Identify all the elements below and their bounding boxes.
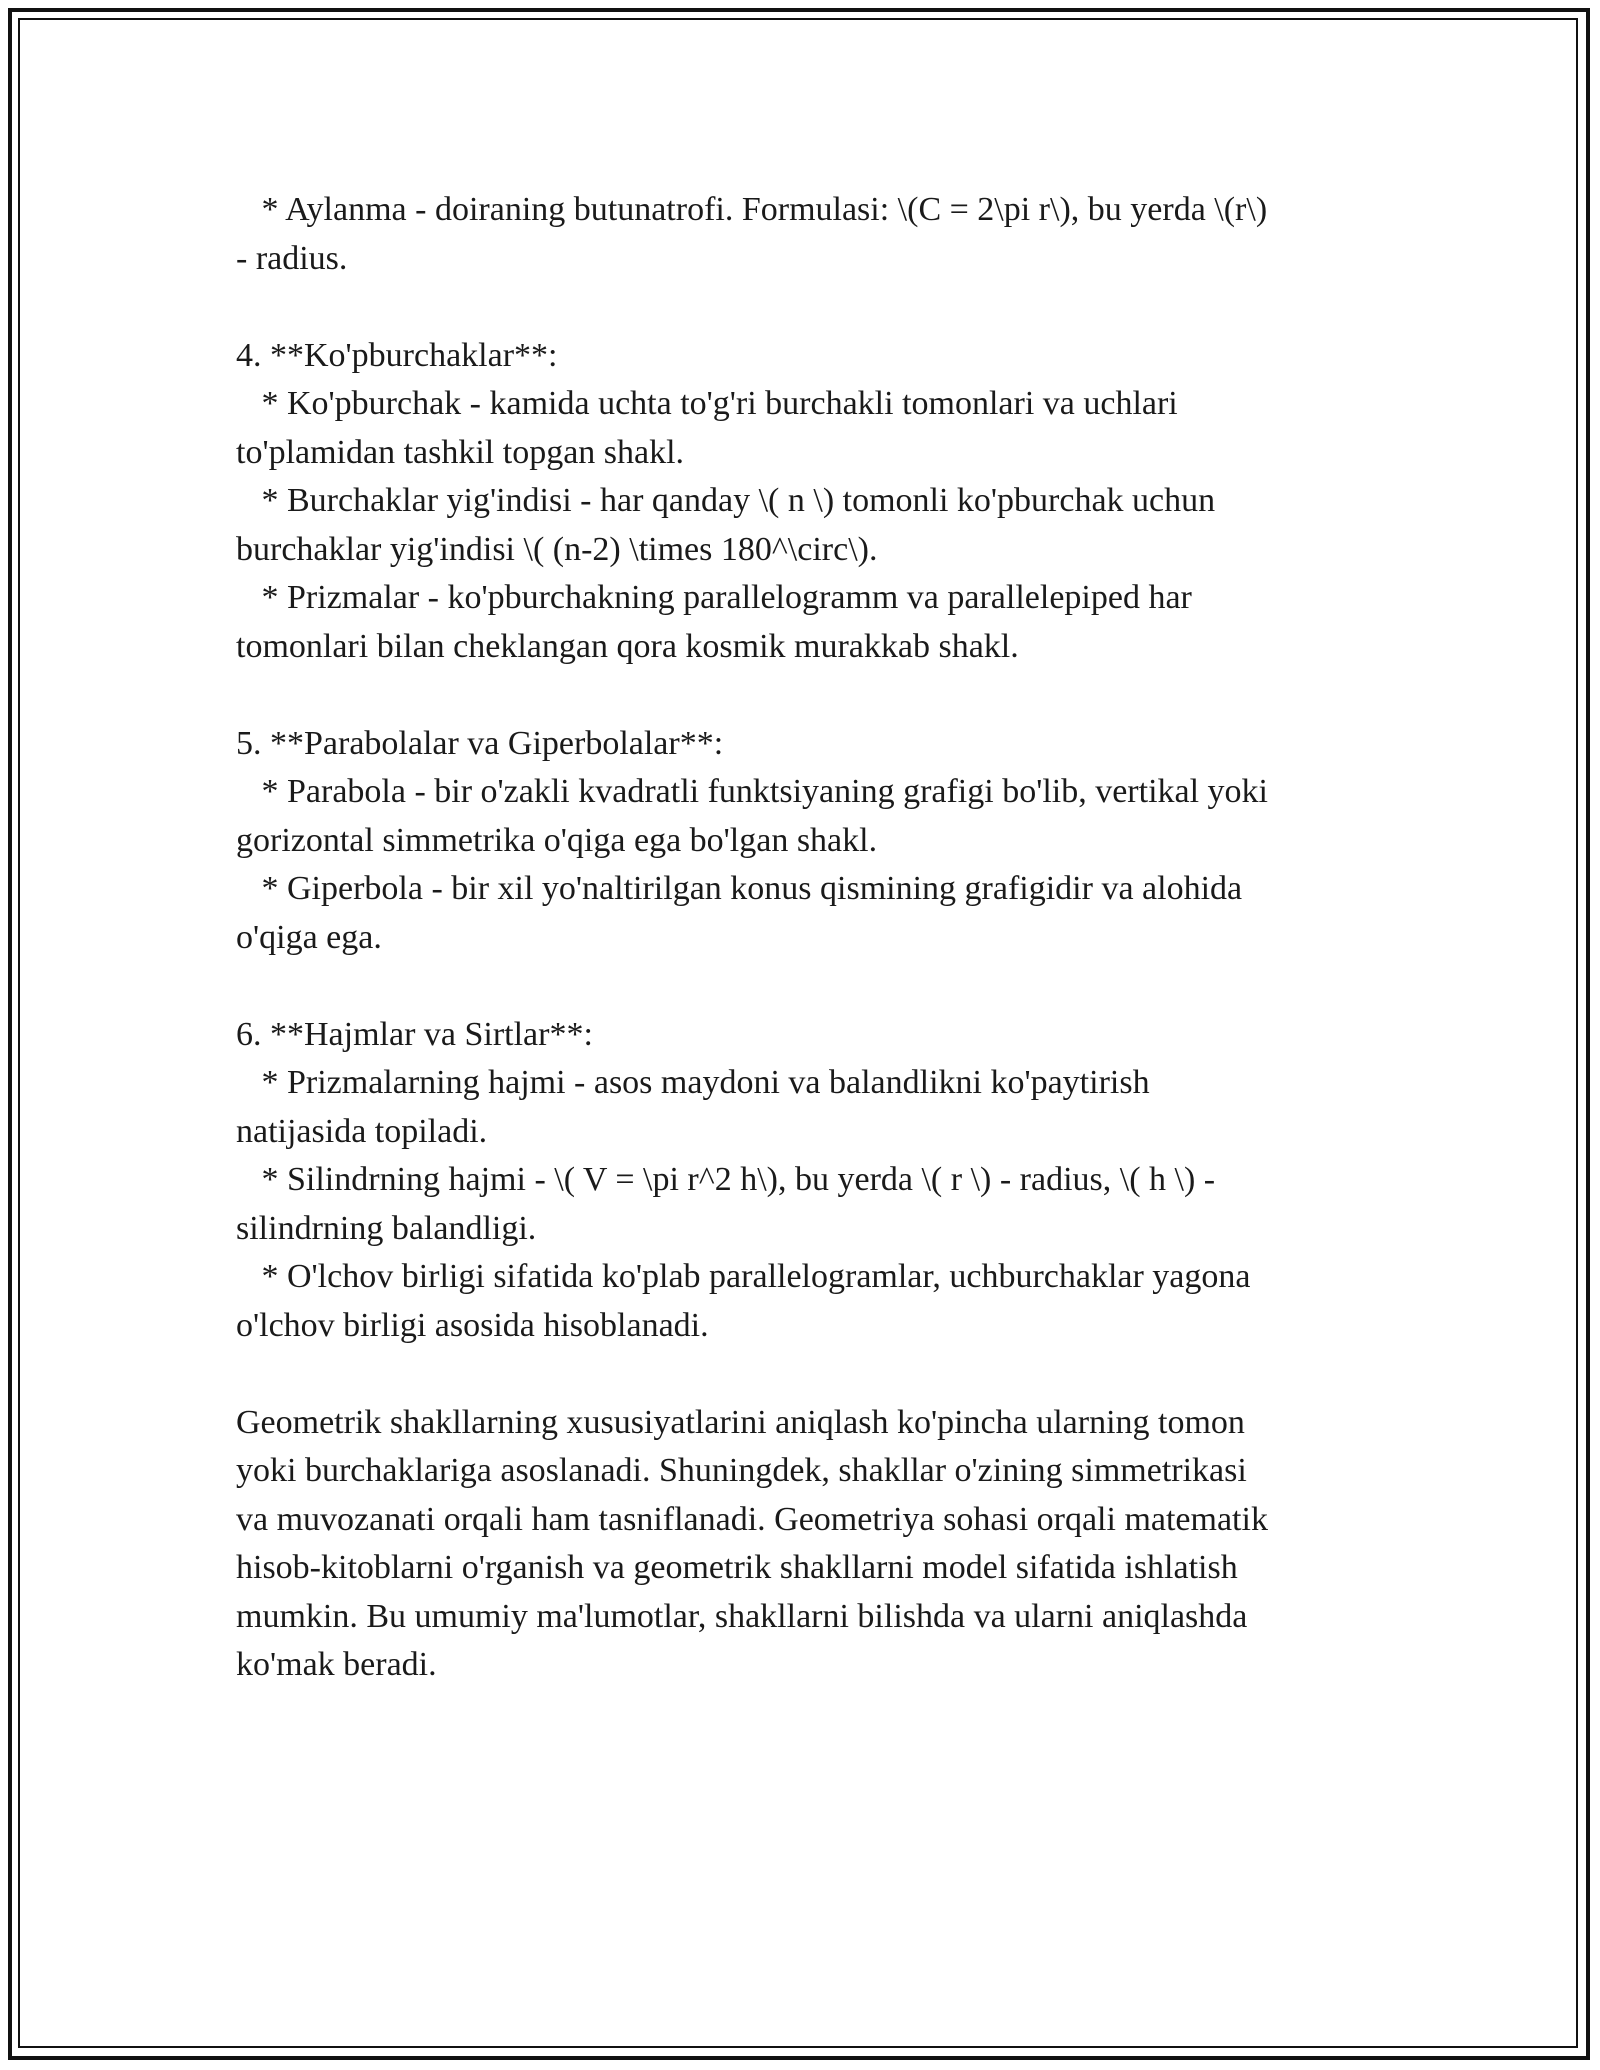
text-line: ko'mak beradi. <box>236 1646 437 1683</box>
paragraph-gap <box>236 1350 1366 1399</box>
section-heading: 5. **Parabolalar va Giperbolalar**: <box>236 724 724 762</box>
intro-block <box>236 186 1366 283</box>
section-heading: 6. **Hajmlar va Sirtlar**: <box>236 1015 593 1053</box>
text-line: * Aylanma - doiraning butunatrofi. Formulasi: \(C = 2\pi r\), bu yerda \(r\) <box>236 191 1268 228</box>
section-5-parabolas <box>236 720 1366 963</box>
paragraph-gap <box>236 283 1366 332</box>
text-line: * Parabola - bir o'zakli kvadratli funktsiyaning grafigi bo'lib, vertikal yoki <box>236 773 1269 810</box>
section-4-polygons <box>236 332 1366 672</box>
text-line: o'qiga ega. <box>236 918 382 956</box>
text-line: gorizontal simmetrika o'qiga ega bo'lgan shakl. <box>236 821 878 859</box>
text-line: yoki burchaklariga asoslanadi. Shuningdek, shakllar o'zining simmetrikasi <box>236 1452 1247 1489</box>
text-line: * Giperbola - bir xil yo'naltirilgan konus qismining grafigidir va alohida <box>236 870 1243 907</box>
conclusion-paragraph <box>236 1399 1366 1690</box>
paragraph-gap <box>236 962 1366 1011</box>
text-line: hisob-kitoblarni o'rganish va geometrik shakllarni model sifatida ishlatish <box>236 1549 1238 1586</box>
text-line: * Burchaklar yig'indisi - har qanday \( n \) tomonli ko'pburchak uchun <box>236 482 1216 519</box>
text-line: * Prizmalar - ko'pburchakning parallelogramm va parallelepiped har <box>236 579 1192 616</box>
text-line: va muvozanati orqali ham tasniflanadi. Geometriya sohasi orqali matematik <box>236 1500 1268 1538</box>
text-line: to'plamidan tashkil topgan shakl. <box>236 433 685 471</box>
text-line: Geometrik shakllarning xususiyatlarini aniqlash ko'pincha ularning tomon <box>236 1403 1245 1441</box>
text-line: tomonlari bilan cheklangan qora kosmik murakkab shakl. <box>236 627 1019 665</box>
text-line: * Ko'pburchak - kamida uchta to'g'ri burchakli tomonlari va uchlari <box>236 385 1178 422</box>
text-line: o'lchov birligi asosida hisoblanadi. <box>236 1306 709 1344</box>
section-6-volumes <box>236 1011 1366 1351</box>
text-line: * O'lchov birligi sifatida ko'plab parallelogramlar, uchburchaklar yagona <box>236 1258 1251 1295</box>
text-line: * Silindrning hajmi - \( V = \pi r^2 h\), bu yerda \( r \) - radius, \( h \) - <box>236 1161 1216 1198</box>
text-line: - radius. <box>236 239 348 277</box>
document-body <box>236 186 1366 1690</box>
paragraph-gap <box>236 671 1366 720</box>
section-heading: 4. **Ko'pburchaklar**: <box>236 336 558 374</box>
text-line: * Prizmalarning hajmi - asos maydoni va balandlikni ko'paytirish <box>236 1064 1150 1101</box>
text-line: mumkin. Bu umumiy ma'lumotlar, shakllarni bilishda va ularni aniqlashda <box>236 1597 1248 1635</box>
text-line: natijasida topiladi. <box>236 1112 488 1150</box>
text-line: silindrning balandligi. <box>236 1209 537 1247</box>
text-line: burchaklar yig'indisi \( (n-2) \times 180^\circ\). <box>236 530 878 568</box>
